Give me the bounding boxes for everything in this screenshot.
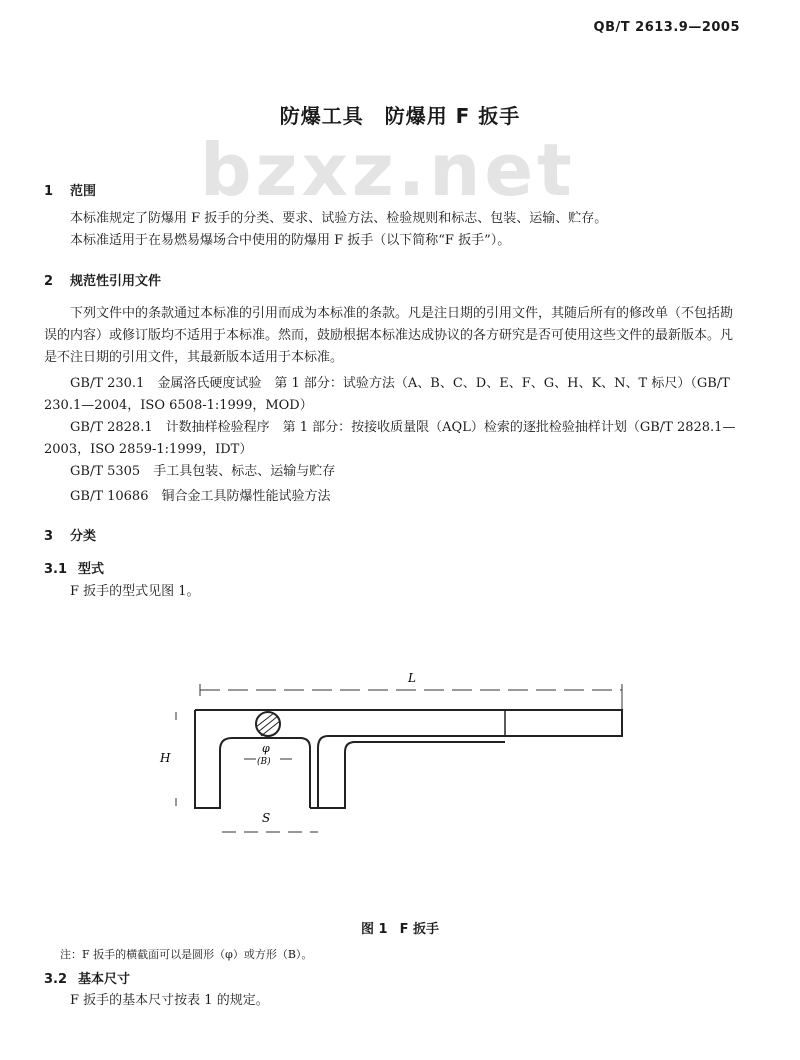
- dimension-phi-label: φ: [262, 742, 270, 755]
- figure-number: 图 1: [361, 922, 388, 937]
- section-title: 基本尺寸: [78, 972, 131, 987]
- section-2-heading: [44, 270, 161, 289]
- reference-text: 铜合金工具防爆性能试验方法: [161, 489, 331, 504]
- standard-code: QB/T 2613.9—2005: [593, 20, 740, 35]
- section-number: 2: [44, 274, 54, 289]
- section-2-paragraph-1: 下列文件中的条款通过本标准的引用而成为本标准的条款。凡是注日期的引用文件，其随后所有的修改单（不包括勘误的内容）或修订版均不适用于本标准。然而，鼓励根据本标准达成协议的各方研究是否可使用这些文件的最新版本。凡是不注日期的引用文件，其最新版本适用于本标准。: [44, 306, 734, 365]
- reference-item: [44, 461, 744, 483]
- section-title: 范围: [70, 184, 97, 199]
- section-3-1-heading: [44, 558, 104, 577]
- reference-code: GB/T 5305: [70, 464, 141, 479]
- section-1-paragraph-2: 本标准适用于在易燃易爆场合中使用的防爆用 F 扳手（以下简称“F 扳手”）。: [70, 233, 511, 248]
- reference-text: 金属洛氏硬度试验 第 1 部分：试验方法（A、B、C、D、E、F、G、H、K、N、T 标尺）（GB/T 230.1—2004，ISO 6508-1:1999，MOD）: [44, 376, 730, 413]
- section-title: 规范性引用文件: [70, 274, 162, 289]
- reference-code: GB/T 10686: [70, 489, 149, 504]
- figure-title: F 扳手: [399, 922, 439, 937]
- section-number: 3.1: [44, 562, 68, 577]
- section-number: 3.2: [44, 972, 68, 987]
- reference-code: GB/T 2828.1: [70, 420, 153, 435]
- f-wrench-figure: [0, 640, 800, 910]
- dimension-b-label: (B): [257, 757, 271, 767]
- document-title: 防爆工具 防爆用 F 扳手: [279, 104, 521, 128]
- section-1-heading: [44, 180, 96, 199]
- section-3-1-paragraph: F 扳手的型式见图 1。: [70, 584, 200, 599]
- figure-caption: [0, 918, 800, 937]
- section-title: 型式: [78, 562, 105, 577]
- section-number: 3: [44, 529, 54, 544]
- reference-text: 手工具包装、标志、运输与贮存: [153, 464, 336, 479]
- reference-item: [44, 373, 744, 417]
- figure-note: 注：F 扳手的横截面可以是圆形（φ）或方形（B）。: [60, 948, 313, 961]
- section-title: 分类: [70, 529, 97, 544]
- section-3-2-paragraph: F 扳手的基本尺寸按表 1 的规定。: [70, 993, 269, 1008]
- watermark: bzxz.net: [200, 128, 576, 212]
- dimension-h-label: H: [160, 751, 171, 765]
- section-1-paragraph-1: 本标准规定了防爆用 F 扳手的分类、要求、试验方法、检验规则和标志、包装、运输、贮存。: [70, 211, 608, 226]
- section-3-heading: [44, 525, 96, 544]
- dimension-s-label: S: [262, 811, 271, 825]
- section-number: 1: [44, 184, 54, 199]
- reference-text: 计数抽样检验程序 第 1 部分：按接收质量限（AQL）检索的逐批检验抽样计划（GB/T 2828.1—2003，ISO 2859-1:1999，IDT）: [44, 420, 736, 457]
- dimension-l-label: L: [408, 671, 416, 685]
- section-3-2-heading: [44, 968, 130, 987]
- reference-item: [44, 417, 744, 461]
- reference-code: GB/T 230.1: [70, 376, 145, 391]
- reference-item: [44, 486, 744, 508]
